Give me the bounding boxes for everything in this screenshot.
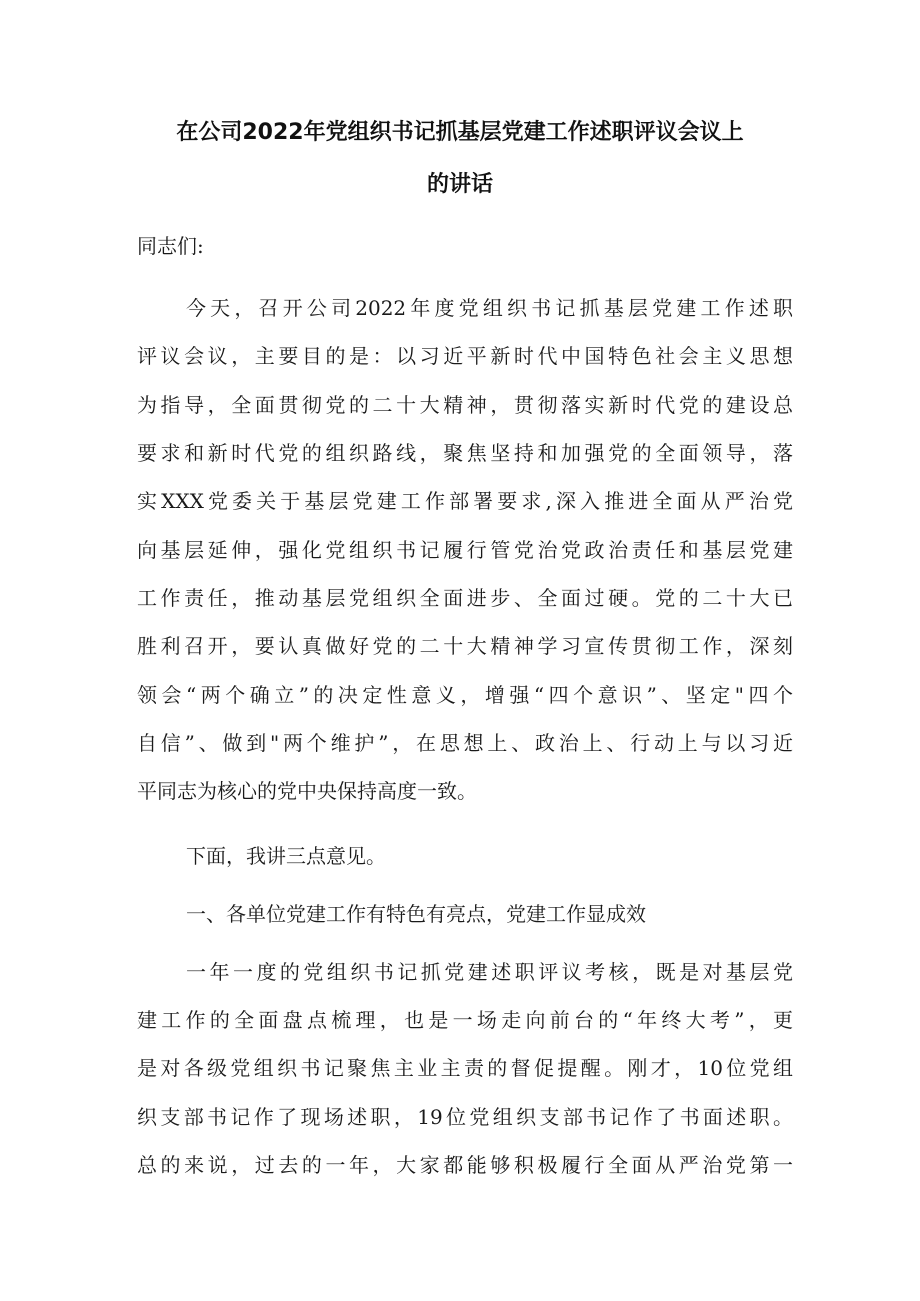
section-heading: 一、各单位党建工作有特色有亮点，党建工作显成效 xyxy=(186,902,646,926)
paragraph-line: 下面，我讲三点意见。 xyxy=(186,844,386,868)
paragraph-line: 建工作的全面盘点梳理，也是一场走向前台的“年终大考”，更 xyxy=(137,1008,793,1032)
paragraph-line: 一年一度的党组织书记抓党建述职评议考核，既是对基层党 xyxy=(186,960,793,984)
paragraph-line: 总的来说，过去的一年，大家都能够积极履行全面从严治党第一 xyxy=(137,1153,793,1177)
paragraph-line: 向基层延伸，强化党组织书记履行管党治党政治责任和基层党建 xyxy=(137,538,793,562)
paragraph-line: 平同志为核心的党中央保持高度一致。 xyxy=(137,779,477,803)
paragraph-line: 织支部书记作了现场述职，19位党组织支部书记作了书面述职。 xyxy=(137,1105,793,1129)
paragraph-line: 要求和新时代党的组织路线，聚焦坚持和加强党的全面领导，落 xyxy=(137,441,793,465)
paragraph-line: 实XXX党委关于基层党建工作部署要求,深入推进全面从严治党 xyxy=(137,489,793,513)
paragraph-line: 为指导，全面贯彻党的二十大精神，贯彻落实新时代党的建设总 xyxy=(137,393,793,417)
paragraph-line: 工作责任，推动基层党组织全面进步、全面过硬。党的二十大已 xyxy=(137,586,793,610)
paragraph-line: 今天，召开公司2022年度党组织书记抓基层党建工作述职 xyxy=(186,296,793,320)
salutation: 同志们: xyxy=(137,234,204,258)
paragraph-line: 胜利召开，要认真做好党的二十大精神学习宣传贯彻工作，深刻 xyxy=(137,634,793,658)
paragraph-line: 是对各级党组织书记聚焦主业主责的督促提醒。刚才，10位党组 xyxy=(137,1056,793,1080)
paragraph-line: 领会“两个确立”的决定性意义，增强“四个意识”、坚定"四个 xyxy=(137,683,793,707)
paragraph-line: 自信”、做到"两个维护”，在思想上、政治上、行动上与以习近 xyxy=(137,731,793,755)
document-title-line-1: 在公司2022年党组织书记抓基层党建工作述职评议会议上 xyxy=(176,120,744,145)
paragraph-line: 评议会议，主要目的是：以习近平新时代中国特色社会主义思想 xyxy=(137,344,793,368)
document-title-line-2: 的讲话 xyxy=(426,172,493,197)
